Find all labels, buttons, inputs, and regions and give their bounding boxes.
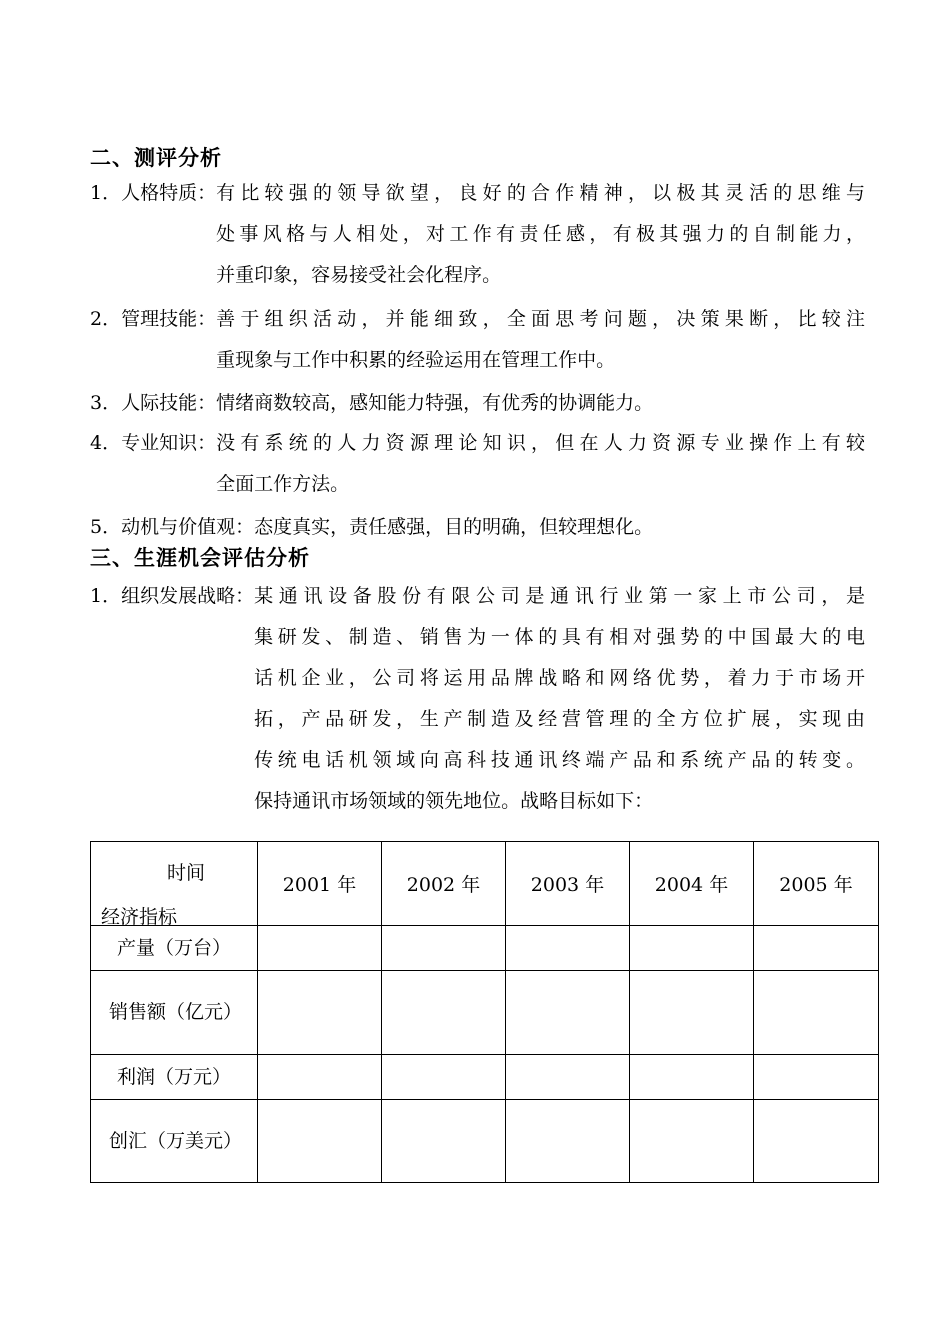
item-line: 某通讯设备股份有限公司是通讯行业第一家上市公司，是 (254, 585, 865, 607)
item-label: 1．组织发展战略： (90, 585, 255, 607)
strategic-goals-table (90, 841, 879, 1183)
year-header: 2005 年 (754, 842, 879, 926)
corner-time-label: 时间 (167, 862, 206, 884)
item-line: 全面工作方法。 (216, 473, 350, 495)
item-label: 3．人际技能： (90, 392, 217, 414)
item-line: 态度真实，责任感强，目的明确，但较理想化。 (254, 516, 654, 538)
table-row (91, 926, 879, 971)
table-cell (506, 1055, 630, 1100)
table-cell (754, 1100, 879, 1183)
item-label: 2．管理技能： (90, 308, 217, 330)
item-line: 拓，产品研发，生产制造及经营管理的全方位扩展，实现由 (254, 708, 865, 730)
row-label: 产量（万台） (91, 926, 258, 971)
item-personality (90, 173, 865, 296)
table-cell (382, 971, 506, 1055)
table-cell (382, 1055, 506, 1100)
table-row (91, 971, 879, 1055)
table-cell (258, 1055, 382, 1100)
year-header: 2001 年 (258, 842, 382, 926)
table-cell (506, 1100, 630, 1183)
item-line: 情绪商数较高，感知能力特强，有优秀的协调能力。 (216, 392, 654, 414)
table-corner-cell (91, 842, 258, 926)
item-professional-knowledge (90, 423, 865, 505)
year-header: 2004 年 (630, 842, 754, 926)
table-cell (382, 926, 506, 971)
table-cell (754, 971, 879, 1055)
table-cell (258, 1100, 382, 1183)
item-management-skills (90, 299, 865, 381)
table-cell (630, 1055, 754, 1100)
item-line: 集研发、制造、销售为一体的具有相对强势的中国最大的电 (254, 626, 865, 648)
section-3-heading: 三、生涯机会评估分析 (90, 546, 310, 570)
item-line: 保持通讯市场领域的领先地位。战略目标如下： (254, 790, 654, 812)
item-line: 话机企业，公司将运用品牌战略和网络优势，着力于市场开 (254, 667, 865, 689)
table-cell (258, 971, 382, 1055)
row-label: 创汇（万美元） (91, 1100, 258, 1183)
table-cell (506, 971, 630, 1055)
year-header: 2002 年 (382, 842, 506, 926)
item-interpersonal-skills (90, 383, 865, 424)
table-row (91, 1100, 879, 1183)
row-label: 利润（万元） (91, 1055, 258, 1100)
table-cell (754, 1055, 879, 1100)
table-row (91, 1055, 879, 1100)
table-cell (754, 926, 879, 971)
table-header-row (91, 842, 879, 926)
table-cell (630, 926, 754, 971)
table-cell (506, 926, 630, 971)
item-label: 4．专业知识： (90, 432, 217, 454)
table-cell (630, 971, 754, 1055)
item-line: 处事风格与人相处，对工作有责任感，有极其强力的自制能力， (216, 223, 865, 245)
item-org-strategy (90, 576, 865, 822)
item-line: 并重印象，容易接受社会化程序。 (216, 264, 502, 286)
table-cell (382, 1100, 506, 1183)
table-cell (630, 1100, 754, 1183)
year-header: 2003 年 (506, 842, 630, 926)
table-cell (258, 926, 382, 971)
item-line: 善于组织活动，并能细致，全面思考问题，决策果断，比较注 (216, 308, 865, 330)
item-label: 1．人格特质： (90, 182, 217, 204)
item-line: 没有系统的人力资源理论知识，但在人力资源专业操作上有较 (216, 432, 865, 454)
item-line: 重现象与工作中积累的经验运用在管理工作中。 (216, 349, 616, 371)
item-line: 传统电话机领域向高科技通讯终端产品和系统产品的转变。 (254, 749, 865, 771)
section-2-heading: 二、测评分析 (90, 146, 222, 170)
row-label: 销售额（亿元） (91, 971, 258, 1055)
corner-indicator-label: 经济指标 (101, 906, 178, 928)
item-line: 有比较强的领导欲望，良好的合作精神，以极其灵活的思维与 (216, 182, 865, 204)
item-label: 5．动机与价值观： (90, 516, 255, 538)
